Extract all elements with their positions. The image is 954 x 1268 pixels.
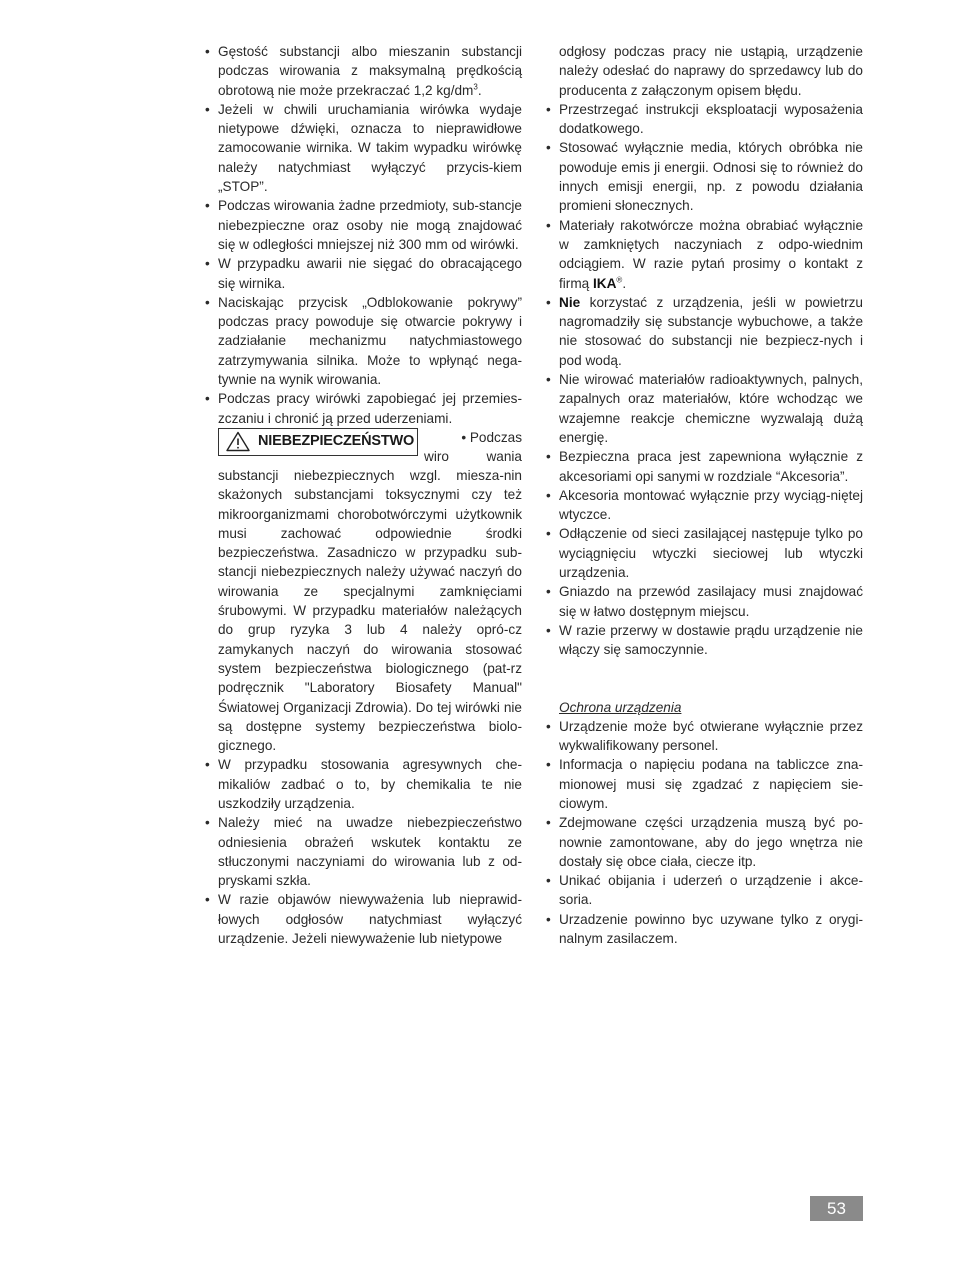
bullet-icon: • bbox=[205, 256, 210, 272]
list-item: • Akcesoria montować wyłącznie przy wyciąg-niętej wtyczce. bbox=[546, 487, 863, 523]
bullet-icon: • bbox=[205, 391, 210, 407]
bullet-icon: • bbox=[546, 449, 551, 465]
bullet-icon: • bbox=[546, 815, 551, 831]
danger-paragraph: substancji niebezpiecznych wzgl. miesza-nin skażonych substancjami toksycznymi czy też mikroorganizmami chorobotwórczymi użytkownik musi zachować odpowiednie środki bezpieczeństwa. Zasadniczo w przypadku sub-stancji niebezpiecznych należy używać naczyń do wirowania ze specjalnymi zamknięciami śrubowymi. W przypadku materiałów należących do grup ryzyka 3 lub 4 należy opró-cz zamykanych naczyń do wirowania stosować system bezpieczeństwa biologicznego (pat-rz podręcznik "Laboratory Biosafety Manual" Światowej Organizacji Zdrowia). Do tej wirówki nie są dostępne systemy bezpieczeństwa biolo-gicznego. bbox=[218, 467, 522, 754]
bullet-icon: • bbox=[205, 757, 210, 773]
list-item: • Jeżeli w chwili uruchamiania wirówka wydaje nietypowe dźwięki, oznacza to nieprawidłowe zamocowanie wirnika. W takim wypadku wirówkę należy natychmiast wyłączyć przycis-kiem „STOP”. bbox=[205, 101, 522, 195]
bullet-icon: • bbox=[205, 44, 210, 59]
list-item: • Odłączenie od sieci zasilającej następuje tylko po wyciągnięciu wtyczki sieciowej lub wtyczki urządzenia. bbox=[546, 526, 863, 581]
bullet-icon: • bbox=[546, 584, 551, 600]
section-heading: Ochrona urządzenia bbox=[559, 699, 682, 715]
list-item: • Bezpieczna praca jest zapewniona wyłącznie z akcesoriami opi sanymi w rozdziale “Akcesoria”. bbox=[546, 449, 863, 484]
right-column bbox=[546, 42, 863, 948]
bullet-icon: • bbox=[546, 487, 551, 503]
list-item: • Stosować wyłącznie media, których obróbka nie powoduje emis ji energii. Odnosi się to również do innych emisji energii, np. z powodu działania promieni słonecznych. bbox=[546, 140, 863, 214]
list-item: • Naciskając przycisk „Odblokowanie pokrywy” podczas pracy powoduje się otwarcie pokrywy i zadziałanie mechanizmu natychmiastowego zatrzymywania silnika. Może to wpłynąć nega-tywnie na wynik wirowania. bbox=[205, 294, 522, 388]
bullet-icon: • bbox=[546, 718, 551, 734]
list-item: • Urządzenie może być otwierane wyłącznie przez wykwalifikowany personel. bbox=[546, 718, 863, 754]
list-item: • Przestrzegać instrukcji eksploatacji wyposażenia dodatkowego. bbox=[546, 101, 863, 137]
bullet-icon: • bbox=[546, 217, 551, 233]
bullet-icon: • bbox=[546, 140, 551, 156]
danger-label-box bbox=[218, 428, 418, 456]
list-item: • Gniazdo na przewód zasilajacy musi znajdować się w łatwo dostępnym miejscu. bbox=[546, 584, 863, 619]
list-item: • Nie wirować materiałów radioaktywnych, palnych, zapalnych oraz materiałów, które wchodząc we wzajemne reakcje chemiczne wyzwalają dużą energię. bbox=[546, 372, 863, 445]
bullet-icon: • bbox=[205, 815, 210, 831]
warning-triangle-icon bbox=[226, 431, 250, 452]
bullet-icon: • bbox=[546, 757, 551, 773]
bullet-icon: • bbox=[546, 101, 551, 117]
continuation-text: odgłosy podczas pracy nie ustąpią, urządzenie należy odesłać do naprawy do sprzedawcy lub do producenta z załączonym opisem błędu. bbox=[559, 44, 863, 98]
list-item: • Zdejmowane części urządzenia muszą być po-nownie zamontowane, aby do jego wnętrza nie dostały się obce ciała, ciecze itp. bbox=[546, 815, 863, 869]
brand-name: IKA bbox=[592, 275, 617, 291]
bullet-icon: • bbox=[546, 294, 551, 310]
left-column bbox=[205, 42, 522, 948]
page-number: 53 bbox=[810, 1196, 863, 1221]
list-item: • Nie korzystać z urządzenia, jeśli w powietrzu nagromadziły się substancje wybuchowe, a także nie stosować do substancji nie bezpiecz-nych i pod wodą. bbox=[546, 294, 863, 368]
bullet-icon: • bbox=[205, 294, 210, 310]
list-item: • Podczas pracy wirówki zapobiegać jej przemies-zczaniu i chronić ją przed uderzeniami. bbox=[205, 391, 522, 426]
list-item: • W razie przerwy w dostawie prądu urządzenie nie włączy się samoczynnie. bbox=[546, 622, 863, 658]
bullet-icon: • bbox=[546, 873, 551, 889]
bullet-icon: • bbox=[205, 892, 210, 908]
bullet-icon: • bbox=[546, 372, 551, 388]
list-item: • Informacja o napięciu podana na tabliczce zna-mionowej musi się zgadzać z napięciem sie-ciowym. bbox=[546, 757, 863, 811]
bullet-icon: • bbox=[546, 526, 551, 542]
bullet-icon: • bbox=[205, 198, 210, 214]
list-item: • Gęstość substancji albo mieszanin substancji podczas wirowania z maksymalną prędkością obrotową nie może przekraczać 1,2 $kg/dm^3$. bbox=[205, 44, 522, 98]
list-item: • W razie objawów niewyważenia lub nieprawid-łowych odgłosów natychmiast wyłączyć urządzenie. Jeżeli niewyważenie lub nietypowe bbox=[205, 892, 522, 947]
list-item: • Materiały rakotwórcze można obrabiać wyłącznie w zamkniętych naczyniach z odpo-wiednim odciągiem. W razie pytań prosimy o kontakt z firmą IKA®. bbox=[546, 217, 863, 291]
list-item: • Podczas wirowania żadne przedmioty, sub-stancje niebezpieczne oraz osoby nie mogą znajdować się w odległości mniejszej niż 300 mm od wirówki. bbox=[205, 198, 522, 252]
bullet-icon: • bbox=[546, 911, 551, 927]
bullet-icon: • bbox=[546, 622, 551, 638]
list-item: • Unikać obijania i uderzeń o urządzenie i akce-soria. bbox=[546, 873, 863, 908]
danger-warning bbox=[218, 428, 522, 466]
danger-side-text: • Podczas wiro wania bbox=[424, 429, 522, 465]
list-item: • W przypadku awarii nie sięgać do obracającego się wirnika. bbox=[205, 256, 522, 291]
list-item: • Urzadzenie powinno byc uzywane tylko z orygi-nalnym zasilaczem. bbox=[546, 911, 863, 947]
bullet-icon: • bbox=[205, 101, 210, 117]
danger-label: NIEBEZPIECZEŃSTWO bbox=[258, 433, 415, 450]
list-item: • W przypadku stosowania agresywnych che-mikaliów zadbać o to, by chemikalia te nie uszkodziły urządzenia. bbox=[205, 757, 522, 811]
list-item: • Należy mieć na uwadze niebezpieczeństwo odniesienia obrażeń wskutek kontaktu ze stłuczonymi naczyniami do wirowania lub z od-pryskami szkła. bbox=[205, 815, 522, 889]
